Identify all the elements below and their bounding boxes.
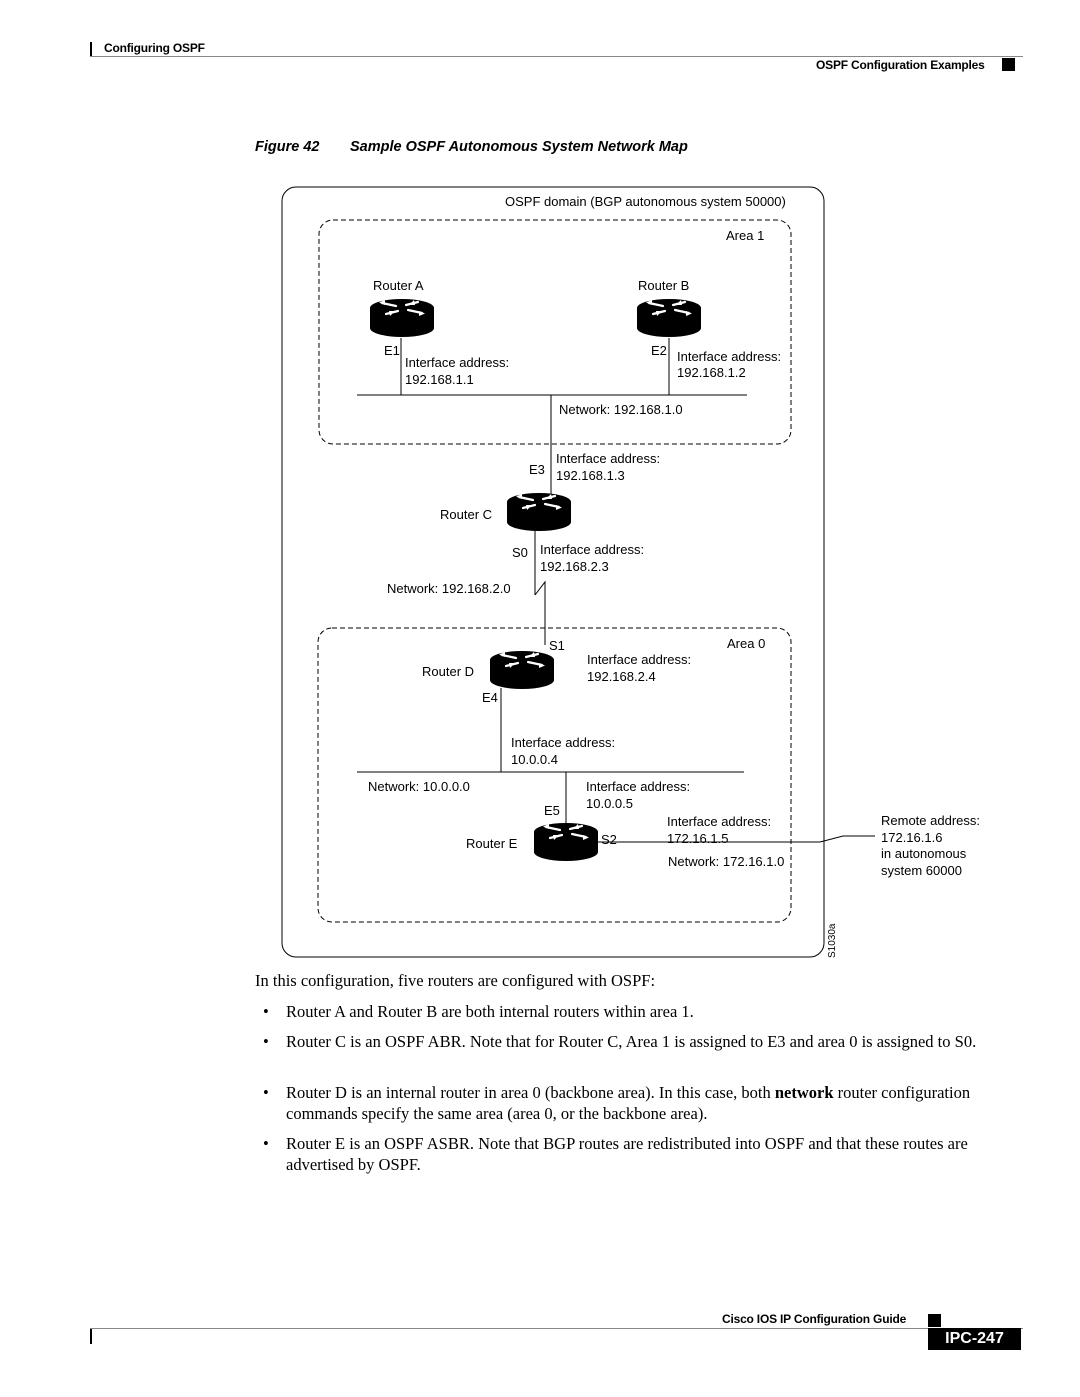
area-0-boundary [318, 628, 791, 922]
network-192-168-1-0-label: Network: 192.168.1.0 [559, 402, 683, 417]
bullet-3-network-keyword: network [774, 1083, 834, 1102]
page-number: IPC-247 [928, 1328, 1021, 1350]
bullet-4: Router E is an OSPF ASBR. Note that BGP routes are redistributed into OSPF and that these routes are advertised by OSPF. [286, 1134, 968, 1174]
bullet-marker-3: • [263, 1083, 269, 1102]
router-b-interface-label: Interface address: [677, 349, 782, 364]
network-172-16-1-0-label: Network: 172.16.1.0 [668, 854, 785, 869]
figure-number: Figure 42 [255, 139, 320, 155]
intro-paragraph: In this configuration, five routers are configured with OSPF: [255, 971, 656, 990]
serial-link-192-168-2-0 [535, 582, 545, 645]
router-e-e5-interface-address: 10.0.0.5 [586, 796, 633, 811]
router-b-icon [637, 299, 701, 337]
interface-e4-label: E4 [482, 690, 498, 705]
header-chapter: Configuring OSPF [104, 41, 205, 55]
area-1-label: Area 1 [726, 228, 765, 243]
router-c-e3-interface-label: Interface address: [556, 451, 661, 466]
area-0-label: Area 0 [727, 636, 766, 651]
router-c-icon [507, 493, 571, 531]
footer-marker [928, 1314, 941, 1327]
router-d-e4-interface-label: Interface address: [511, 735, 616, 750]
bullet-3 [286, 1082, 1026, 1124]
router-a-interface-label: Interface address: [405, 355, 510, 370]
router-e-s2-interface-address: 172.16.1.5 [667, 831, 729, 846]
router-c-label: Router C [440, 507, 493, 522]
router-e-icon [534, 823, 598, 861]
bullet-3-text-start: Router D is an internal router in area 0 (backbone area). In this case, both [286, 1083, 775, 1102]
network-10-0-0-0-label: Network: 10.0.0.0 [368, 779, 470, 794]
router-b-interface-address: 192.168.1.2 [677, 365, 746, 380]
interface-s1-label: S1 [549, 638, 565, 653]
interface-e5-label: E5 [544, 803, 560, 818]
router-d-s1-interface-label: Interface address: [587, 652, 692, 667]
router-b-label: Router B [638, 278, 690, 293]
router-d-label: Router D [422, 664, 475, 679]
figure-title: Sample OSPF Autonomous System Network Map [350, 139, 688, 155]
remote-address: 172.16.1.6 [881, 830, 943, 845]
bullet-marker-1: • [263, 1002, 269, 1021]
interface-e3-label: E3 [529, 462, 545, 477]
bullet-marker-4: • [263, 1134, 269, 1153]
bullet-marker-2: • [263, 1032, 269, 1051]
header-section: OSPF Configuration Examples [816, 58, 985, 72]
figure-id: S1030a [827, 923, 838, 958]
router-a-label: Router A [373, 278, 424, 293]
footer-guide-title: Cisco IOS IP Configuration Guide [722, 1312, 907, 1326]
interface-s2-label: S2 [601, 832, 617, 847]
router-e-s2-interface-label: Interface address: [667, 814, 772, 829]
router-a-icon [370, 299, 434, 337]
router-d-e4-interface-address: 10.0.0.4 [511, 752, 558, 767]
interface-e2-label: E2 [651, 343, 667, 358]
router-d-icon [490, 651, 554, 689]
router-e-label: Router E [466, 836, 518, 851]
bullet-1: Router A and Router B are both internal routers within area 1. [286, 1002, 694, 1021]
remote-as-line1: in autonomous [881, 846, 967, 861]
router-c-e3-interface-address: 192.168.1.3 [556, 468, 625, 483]
router-d-s1-interface-address: 192.168.2.4 [587, 669, 656, 684]
footer-left-marker [90, 1329, 92, 1344]
bullet-3-text-end: router configuration commands specify the same area (area 0, or the backbone area). [286, 1083, 971, 1123]
serial-link-remote [820, 836, 875, 842]
router-a-interface-address: 192.168.1.1 [405, 372, 474, 387]
bullet-2: Router C is an OSPF ABR. Note that for Router C, Area 1 is assigned to E3 and area 0 is assigned to S0. [286, 1032, 977, 1051]
remote-as-line2: system 60000 [881, 863, 962, 878]
router-e-e5-interface-label: Interface address: [586, 779, 691, 794]
router-c-s0-interface-label: Interface address: [540, 542, 645, 557]
footer-rule [90, 1328, 1023, 1329]
ospf-domain-label: OSPF domain (BGP autonomous system 50000) [505, 194, 786, 209]
router-c-s0-interface-address: 192.168.2.3 [540, 559, 609, 574]
interface-e1-label: E1 [384, 343, 400, 358]
network-192-168-2-0-label: Network: 192.168.2.0 [387, 581, 511, 596]
remote-address-label: Remote address: [881, 813, 980, 828]
interface-s0-label: S0 [512, 545, 528, 560]
